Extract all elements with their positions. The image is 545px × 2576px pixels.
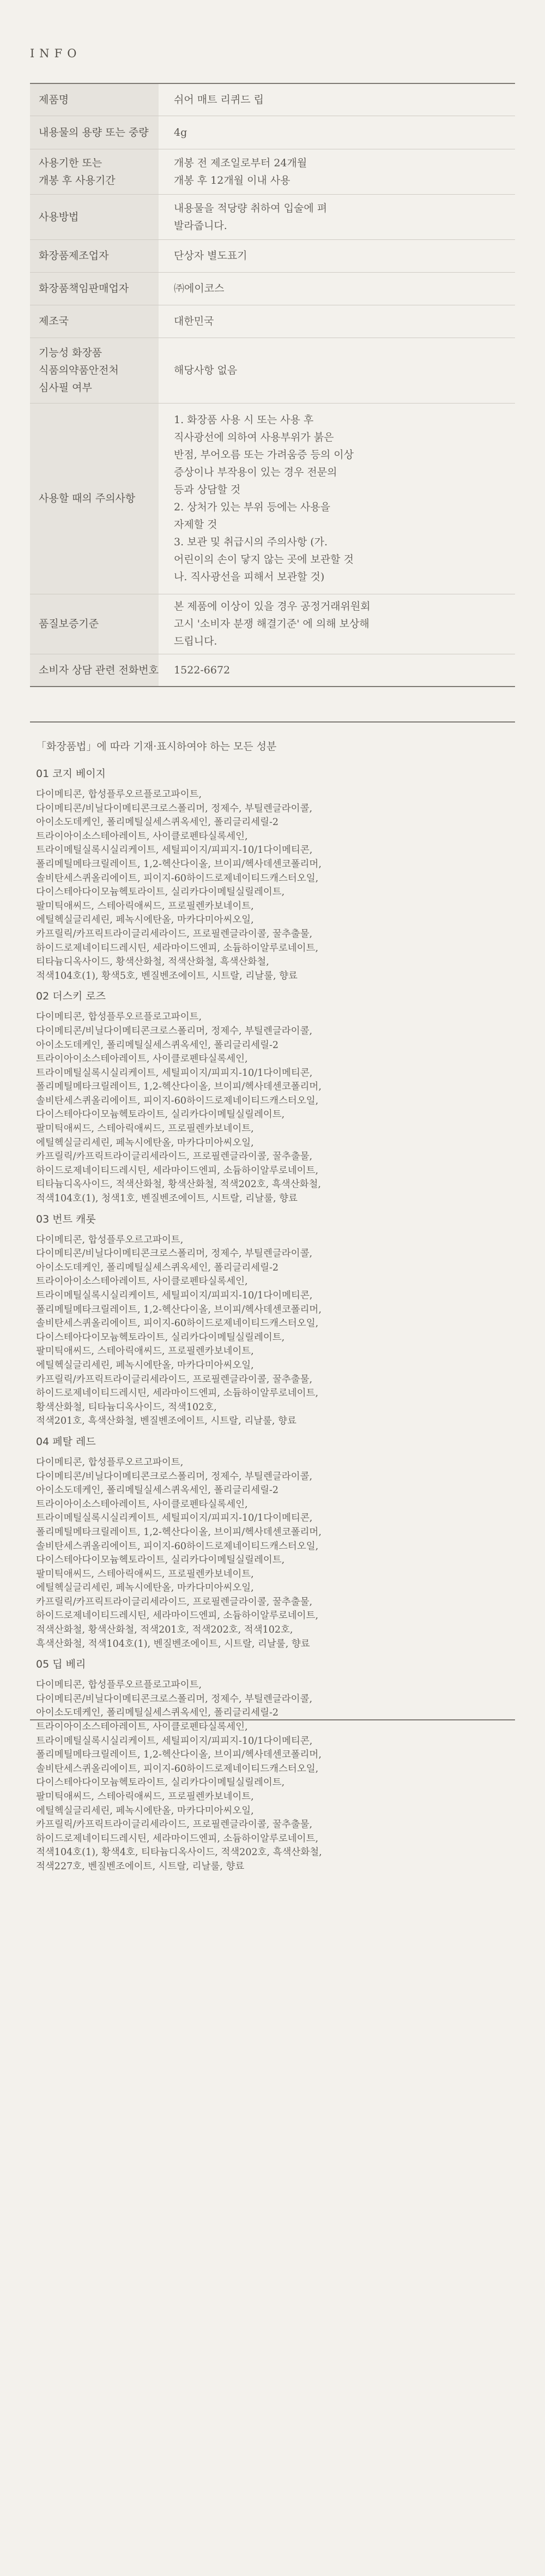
ingredient-line: 폴리메틸메타크릴레이트, 1,2-헥산다이올, 브이피/헥사데센코폴리머, [36, 1081, 322, 1093]
ingredient-line: 에틸헥실글리세린, 페녹시에탄올, 마카다미아씨오일, [36, 1359, 254, 1371]
ingredient-groups [36, 766, 515, 1874]
ingredient-line: 티타늄디옥사이드, 황색산화철, 적색산화철, 흑색산화철, [36, 956, 269, 968]
ingredient-line: 하이드로제네이티드레시틴, 세라마이드엔피, 소듐하이알루로네이트, [36, 1610, 319, 1622]
ingredient-line: 다이메티콘, 합성플루오르고파이트, [36, 1234, 184, 1245]
ingredient-list [36, 1678, 515, 1874]
ingredient-line: 트라이아이소스테아레이트, 사이클로펜타실록세인, [36, 1498, 248, 1510]
shade-name: 05 딥 베리 [36, 1658, 86, 1671]
info-label-line: 내용물의 용량 또는 중량 [39, 126, 149, 139]
ingredient-line: 트라이메틸실록시실리케이트, 세틸피이지/피피지-10/1다이메티콘, [36, 1513, 313, 1524]
info-row-value [159, 83, 515, 116]
info-title: INFO [30, 47, 82, 60]
info-row-value [159, 149, 515, 194]
ingredient-line: 하이드로제네이티드레시틴, 세라마이드엔피, 소듐하이알루로네이트, [36, 1165, 319, 1176]
ingredient-line: 다이메티콘, 합성플루오르플로고파이트, [36, 789, 202, 800]
ingredient-line: 폴리메틸메타크릴레이트, 1,2-헥산다이올, 브이피/헥사데센코폴리머, [36, 1749, 322, 1761]
shade-name: 01 코지 베이지 [36, 768, 106, 780]
ingredient-line: 트라이메틸실록시실리케이트, 세틸피이지/피피지-10/1다이메티콘, [36, 845, 313, 856]
info-label-line: 식품의약품안전처 [39, 364, 119, 376]
ingredient-line: 아이소도데케인, 폴리메틸실세스퀴옥세인, 폴리글리세릴-2 [36, 817, 279, 828]
info-row [30, 654, 515, 687]
ingredient-line: 다이메티콘/비닐다이메티콘크로스폴리머, 정제수, 부틸렌글라이콜, [36, 803, 313, 814]
ingredient-line: 하이드로제네이티드레시틴, 세라마이드엔피, 소듐하이알루로네이트, [36, 1388, 319, 1399]
info-value-line: 2. 상처가 있는 부위 등에는 사용을 [174, 501, 330, 513]
info-row-value [159, 194, 515, 239]
ingredient-line: 팔미틱애씨드, 스테아릭애씨드, 프로필렌카보네이트, [36, 1346, 254, 1357]
ingredients-section [30, 721, 515, 1872]
info-value-line: 반점, 부어오름 또는 가려움증 등의 이상 [174, 449, 354, 461]
info-row-label [30, 403, 159, 594]
ingredient-line: 적색산화철, 황색산화철, 적색201호, 적색202호, 적색102호, [36, 1624, 293, 1636]
info-row-label [30, 194, 159, 239]
info-row [30, 149, 515, 194]
ingredient-line: 카프릴릭/카프릭트라이글리세라이드, 프로필렌글라이콜, 꿀추출물, [36, 1151, 313, 1163]
info-value-line: 1522-6672 [174, 664, 231, 676]
info-value-line: 개봉 전 제조일로부터 24개월 [174, 157, 307, 169]
ingredient-line: 아이소도데케인, 폴리메틸실세스퀴옥세인, 폴리글리세릴-2 [36, 1039, 279, 1051]
ingredient-line: 아이소도데케인, 폴리메틸실세스퀴옥세인, 폴리글리세릴-2 [36, 1262, 279, 1273]
ingredient-line: 에틸헥실글리세린, 페녹시에탄올, 마카다미아씨오일, [36, 914, 254, 926]
info-row [30, 194, 515, 239]
ingredient-line: 다이스테아다이모늄헥토라이트, 실리카다이메틸실릴레이트, [36, 1777, 285, 1789]
ingredient-line: 카프릴릭/카프릭트라이글리세라이드, 프로필렌글라이콜, 꿀추출물, [36, 1819, 313, 1831]
ingredient-line: 카프릴릭/카프릭트라이글리세라이드, 프로필렌글라이콜, 꿀추출물, [36, 1374, 313, 1385]
info-value-line: 나. 직사광선을 피해서 보관할 것) [174, 571, 325, 583]
ingredient-line: 폴리메틸메타크릴레이트, 1,2-헥산다이올, 브이피/헥사데센코폴리머, [36, 1304, 322, 1315]
info-row [30, 305, 515, 338]
ingredient-line: 에틸헥실글리세린, 페녹시에탄올, 마카다미아씨오일, [36, 1582, 254, 1594]
info-row-label [30, 239, 159, 272]
ingredient-line: 적색104호(1), 황색5호, 벤질벤조에이트, 시트랄, 리날룰, 향료 [36, 970, 298, 982]
ingredient-line: 황색산화철, 티타늄디옥사이드, 적색102호, [36, 1401, 217, 1413]
ingredient-line: 티타늄디옥사이드, 적색산화철, 황색산화철, 적색202호, 흑색산화철, [36, 1179, 321, 1190]
ingredient-line: 적색104호(1), 황색4호, 티타늄디옥사이드, 적색202호, 흑색산화철, [36, 1847, 322, 1858]
info-value-line: 자제할 것 [174, 519, 217, 531]
ingredient-line: 다이메티콘/비닐다이메티콘크로스폴리머, 정제수, 부틸렌글라이콜, [36, 1248, 313, 1260]
info-row-value [159, 403, 515, 594]
info-row-value [159, 594, 515, 654]
info-label-line: 화장품제조업자 [39, 250, 109, 262]
info-label-line: 제품명 [39, 93, 69, 106]
info-row-label [30, 305, 159, 338]
info-label-line: 심사필 여부 [39, 382, 92, 394]
info-label-line: 제조국 [39, 315, 69, 327]
info-row-value [159, 116, 515, 149]
info-row-value [159, 239, 515, 272]
ingredient-line: 솔비탄세스퀴올리에이트, 피이지-60하이드로제네이티드캐스터오일, [36, 1095, 319, 1106]
info-label-line: 사용할 때의 주의사항 [39, 492, 136, 504]
shade-name: 04 페탈 레드 [36, 1435, 96, 1448]
info-value-line: 드립니다. [174, 635, 217, 647]
info-row [30, 338, 515, 403]
info-row-label [30, 338, 159, 403]
info-row [30, 594, 515, 654]
info-value-line: 4g [174, 126, 187, 139]
ingredient-line: 다이메티콘/비닐다이메티콘크로스폴리머, 정제수, 부틸렌글라이콜, [36, 1025, 313, 1037]
ingredient-list [36, 1233, 515, 1429]
info-value-line: 본 제품에 이상이 있을 경우 공정거래위원회 [174, 600, 371, 612]
info-row-label [30, 594, 159, 654]
ingredient-line: 아이소도데케인, 폴리메틸실세스퀴옥세인, 폴리글리세릴-2 [36, 1707, 279, 1719]
ingredient-line: 팔미틱애씨드, 스테아릭애씨드, 프로필렌카보네이트, [36, 1123, 254, 1135]
ingredient-line: 트라이아이소스테아레이트, 사이클로펜타실록세인, [36, 1276, 248, 1287]
info-row [30, 116, 515, 149]
ingredient-line: 폴리메틸메타크릴레이트, 1,2-헥산다이올, 브이피/헥사데센코폴리머, [36, 858, 322, 870]
info-label-line: 소비자 상담 관련 전화번호 [39, 664, 159, 676]
shade-name: 02 더스키 로즈 [36, 990, 106, 1003]
ingredient-line: 솔비탄세스퀴올리에이트, 피이지-60하이드로제네이티드캐스터오일, [36, 1763, 319, 1774]
ingredient-line: 다이메티콘, 합성플루오르고파이트, [36, 1456, 184, 1468]
ingredient-line: 적색227호, 벤질벤조에이트, 시트랄, 리날룰, 향료 [36, 1861, 245, 1872]
ingredient-list [36, 1456, 515, 1651]
info-label-line: 사용방법 [39, 210, 79, 223]
info-row-label [30, 149, 159, 194]
info-row [30, 239, 515, 272]
ingredient-line: 다이스테아다이모늄헥토라이트, 실리카다이메틸실릴레이트, [36, 887, 285, 898]
info-label-line: 기능성 화장품 [39, 347, 102, 359]
ingredient-list [36, 1010, 515, 1206]
ingredient-group [36, 1657, 515, 1874]
info-value-line: 단상자 별도표기 [174, 250, 247, 262]
info-label-line: 화장품책임판매업자 [39, 282, 129, 294]
ingredient-line: 솔비탄세스퀴올리에이트, 피이지-60하이드로제네이티드캐스터오일, [36, 1318, 319, 1329]
ingredient-line: 하이드로제네이티드레시틴, 세라마이드엔피, 소듐하이알루로네이트, [36, 1833, 319, 1844]
info-value-line: 직사광선에 의하여 사용부위가 붉은 [174, 431, 334, 443]
info-row [30, 272, 515, 305]
info-value-line: 개봉 후 12개월 이내 사용 [174, 174, 290, 186]
info-value-line: 고시 '소비자 분쟁 해결기준' 에 의해 보상해 [174, 618, 370, 630]
info-value-line: 대한민국 [174, 315, 214, 327]
info-row [30, 83, 515, 116]
ingredient-line: 다이메티콘/비닐다이메티콘크로스폴리머, 정제수, 부틸렌글라이콜, [36, 1693, 313, 1705]
info-row-label [30, 654, 159, 687]
info-value-line: 어린이의 손이 닿지 않는 곳에 보관할 것 [174, 553, 354, 565]
info-value-line: 해당사항 없음 [174, 364, 238, 376]
info-value-line: 증상이나 부작용이 있는 경우 전문의 [174, 466, 337, 478]
ingredient-line: 카프릴릭/카프릭트라이글리세라이드, 프로필렌글라이콜, 꿀추출물, [36, 1596, 313, 1608]
product-info-table [30, 83, 515, 687]
info-row-label [30, 83, 159, 116]
info-row [30, 403, 515, 594]
ingredient-line: 폴리메틸메타크릴레이트, 1,2-헥산다이올, 브이피/헥사데센코폴리머, [36, 1526, 322, 1538]
ingredient-line: 다이스테아다이모늄헥토라이트, 실리카다이메틸실릴레이트, [36, 1555, 285, 1566]
ingredient-line: 트라이아이소스테아레이트, 사이클로펜타실록세인, [36, 830, 248, 842]
ingredient-line: 하이드로제네이티드레시틴, 세라마이드엔피, 소듐하이알루로네이트, [36, 942, 319, 954]
ingredient-group [36, 766, 515, 983]
ingredient-line: 아이소도데케인, 폴리메틸실세스퀴옥세인, 폴리글리세릴-2 [36, 1485, 279, 1496]
ingredient-line: 다이스테아다이모늄헥토라이트, 실리카다이메틸실릴레이트, [36, 1332, 285, 1343]
info-value-line: 발라줍니다. [174, 219, 227, 232]
ingredient-line: 트라이메틸실록시실리케이트, 세틸피이지/피피지-10/1다이메티콘, [36, 1735, 313, 1747]
ingredients-heading: 「화장품법」에 따라 기재·표시하여야 하는 모든 성분 [36, 741, 277, 753]
ingredient-line: 팔미틱애씨드, 스테아릭애씨드, 프로필렌카보네이트, [36, 1791, 254, 1802]
info-value-line: 1. 화장품 사용 시 또는 사용 후 [174, 414, 314, 426]
info-value-line: 3. 보관 및 취급시의 주의사항 (가. [174, 536, 328, 548]
shade-name: 03 번트 캐롯 [36, 1213, 96, 1225]
info-value-line: ㈜에이코스 [174, 282, 225, 294]
ingredient-line: 다이메티콘, 합성플루오르플로고파이트, [36, 1012, 202, 1023]
ingredient-line: 다이스테아다이모늄헥토라이트, 실리카다이메틸실릴레이트, [36, 1109, 285, 1121]
info-value-line: 등과 상담할 것 [174, 484, 241, 496]
info-row-value [159, 305, 515, 338]
info-value-line: 내용물을 적당량 취하여 입술에 펴 [174, 202, 328, 214]
info-row-value [159, 272, 515, 305]
ingredient-line: 솔비탄세스퀴올리에이트, 피이지-60하이드로제네이티드캐스터오일, [36, 872, 319, 884]
ingredient-line: 트라이아이소스테아레이트, 사이클로펜타실록세인, [36, 1722, 248, 1733]
ingredient-list [36, 788, 515, 983]
ingredient-line: 카프릴릭/카프릭트라이글리세라이드, 프로필렌글라이콜, 꿀추출물, [36, 928, 313, 940]
ingredient-group [36, 989, 515, 1206]
ingredient-line: 적색201호, 흑색산화철, 벤질벤조에이트, 시트랄, 리날룰, 향료 [36, 1416, 296, 1427]
info-row-label [30, 272, 159, 305]
ingredient-line: 솔비탄세스퀴올리에이트, 피이지-60하이드로제네이티드캐스터오일, [36, 1540, 319, 1552]
ingredient-line: 적색104호(1), 청색1호, 벤질벤조에이트, 시트랄, 리날룰, 향료 [36, 1193, 298, 1205]
ingredient-line: 에틸헥실글리세린, 페녹시에탄올, 마카다미아씨오일, [36, 1137, 254, 1148]
ingredient-line: 팔미틱애씨드, 스테아릭애씨드, 프로필렌카보네이트, [36, 900, 254, 912]
ingredient-line: 다이메티콘, 합성플루오르플로고파이트, [36, 1680, 202, 1691]
ingredient-line: 흑색산화철, 적색104호(1), 벤질벤조에이트, 시트랄, 리날룰, 향료 [36, 1638, 310, 1650]
ingredient-line: 트라이아이소스테아레이트, 사이클로펜타실록세인, [36, 1054, 248, 1065]
ingredient-line: 에틸헥실글리세린, 페녹시에탄올, 마카다미아씨오일, [36, 1805, 254, 1816]
info-row-label [30, 116, 159, 149]
ingredient-line: 다이메티콘/비닐다이메티콘크로스폴리머, 정제수, 부틸렌글라이콜, [36, 1471, 313, 1482]
info-row-value [159, 338, 515, 403]
info-row-value [159, 654, 515, 687]
ingredient-line: 트라이메틸실록시실리케이트, 세틸피이지/피피지-10/1다이메티콘, [36, 1067, 313, 1079]
info-label-line: 개봉 후 사용기간 [39, 174, 116, 186]
ingredient-line: 트라이메틸실록시실리케이트, 세틸피이지/피피지-10/1다이메티콘, [36, 1290, 313, 1301]
ingredient-group [36, 1434, 515, 1651]
ingredient-line: 팔미틱애씨드, 스테아릭애씨드, 프로필렌카보네이트, [36, 1568, 254, 1580]
info-label-line: 사용기한 또는 [39, 157, 102, 169]
ingredient-group [36, 1212, 515, 1429]
info-value-line: 쉬어 매트 리퀴드 립 [174, 93, 264, 106]
info-label-line: 품질보증기준 [39, 618, 99, 630]
